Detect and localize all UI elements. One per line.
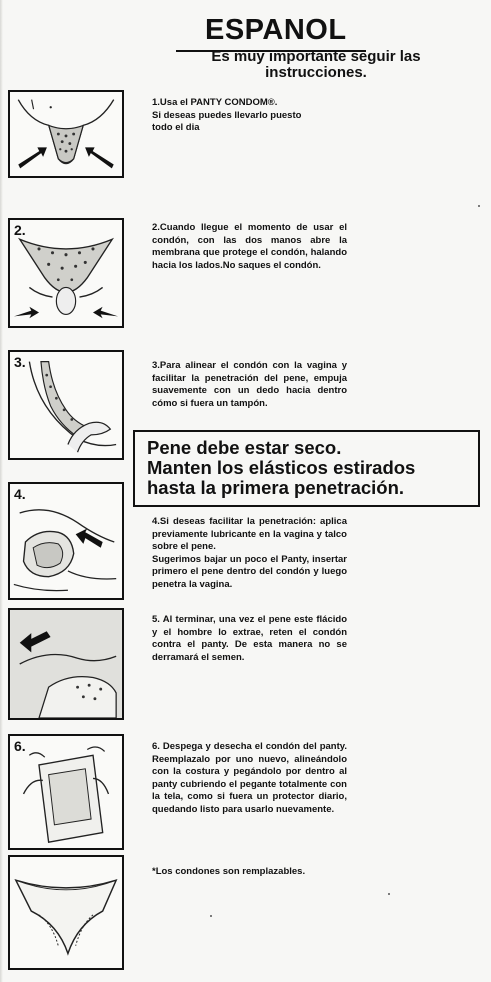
paper-speck bbox=[388, 893, 390, 895]
hands-opening-membrane-illustration bbox=[10, 220, 122, 326]
panty-front-arrows-illustration bbox=[10, 92, 122, 176]
warning-line-1: Pene debe estar seco. bbox=[147, 437, 342, 458]
step-4-text: 4.Si deseas facilitar la penetración: aplica previamente lubricante en la vagina y talco sobre el pene. Sugerimos bajar un poco el Panty, insertar primero el pene dentro del condón y luego penetra la vagina. bbox=[152, 516, 347, 590]
figure-number: 2. bbox=[14, 222, 26, 238]
step-5-text: 5. Al terminar, una vez el pene este flácido y el hombre lo extrae, reten el condón contra el panty. De esta manera no se derramará el semen. bbox=[152, 614, 350, 663]
figure-3 bbox=[8, 350, 124, 460]
figure-number: 4. bbox=[14, 486, 26, 502]
figure-7 bbox=[8, 855, 124, 970]
step-3-text: 3.Para alinear el condón con la vagina y facilitar la penetración del pene, empuja suavemente con un dedo hacia dentro cómo si fuera un tampón. bbox=[152, 360, 350, 409]
figure-5 bbox=[8, 608, 124, 720]
step-7-text: *Los condones son remplazables. bbox=[152, 866, 306, 877]
step-1-text: 1.Usa el PANTY CONDOM®. Si deseas puedes llevarlo puesto todo el dia bbox=[152, 97, 302, 133]
step-2-text: 2.Cuando llegue el momento de usar el condón, con las dos manos abre la membrana que protege el condón, halando hacia los lados.No saques el condón. bbox=[152, 222, 350, 271]
figure-1 bbox=[8, 90, 124, 178]
figure-number: 6. bbox=[14, 738, 26, 754]
figure-6 bbox=[8, 734, 124, 850]
page-edge-shadow bbox=[0, 0, 3, 982]
replacing-condom-illustration bbox=[10, 736, 122, 848]
step-6-text: 6. Despega y desecha el condón del panty. Reemplazalo por uno nuevo, alineándolo con la costura y pegándolo por dentro al panty cubriendo el pegante totalmente con la tela, como si fuera un protector diario, quedando listo para usarlo nuevamente. bbox=[152, 741, 350, 815]
applying-lubricant-illustration bbox=[10, 484, 122, 598]
withdrawal-arrow-illustration bbox=[10, 610, 122, 718]
page-subtitle: Es muy importante seguir las instrucciones. bbox=[211, 48, 421, 81]
warning-line-3: hasta la primera penetración. bbox=[147, 477, 405, 498]
page-title: ESPANOL bbox=[205, 14, 347, 46]
paper-speck bbox=[210, 915, 212, 917]
figure-2 bbox=[8, 218, 124, 328]
warning-box bbox=[133, 430, 480, 507]
warning-line-2: Manten los elásticos estirados bbox=[147, 457, 416, 478]
paper-speck bbox=[478, 205, 480, 207]
figure-4 bbox=[8, 482, 124, 600]
empty-panty-illustration bbox=[10, 857, 122, 968]
finger-aligning-condom-illustration bbox=[10, 352, 122, 458]
figure-number: 3. bbox=[14, 354, 26, 370]
